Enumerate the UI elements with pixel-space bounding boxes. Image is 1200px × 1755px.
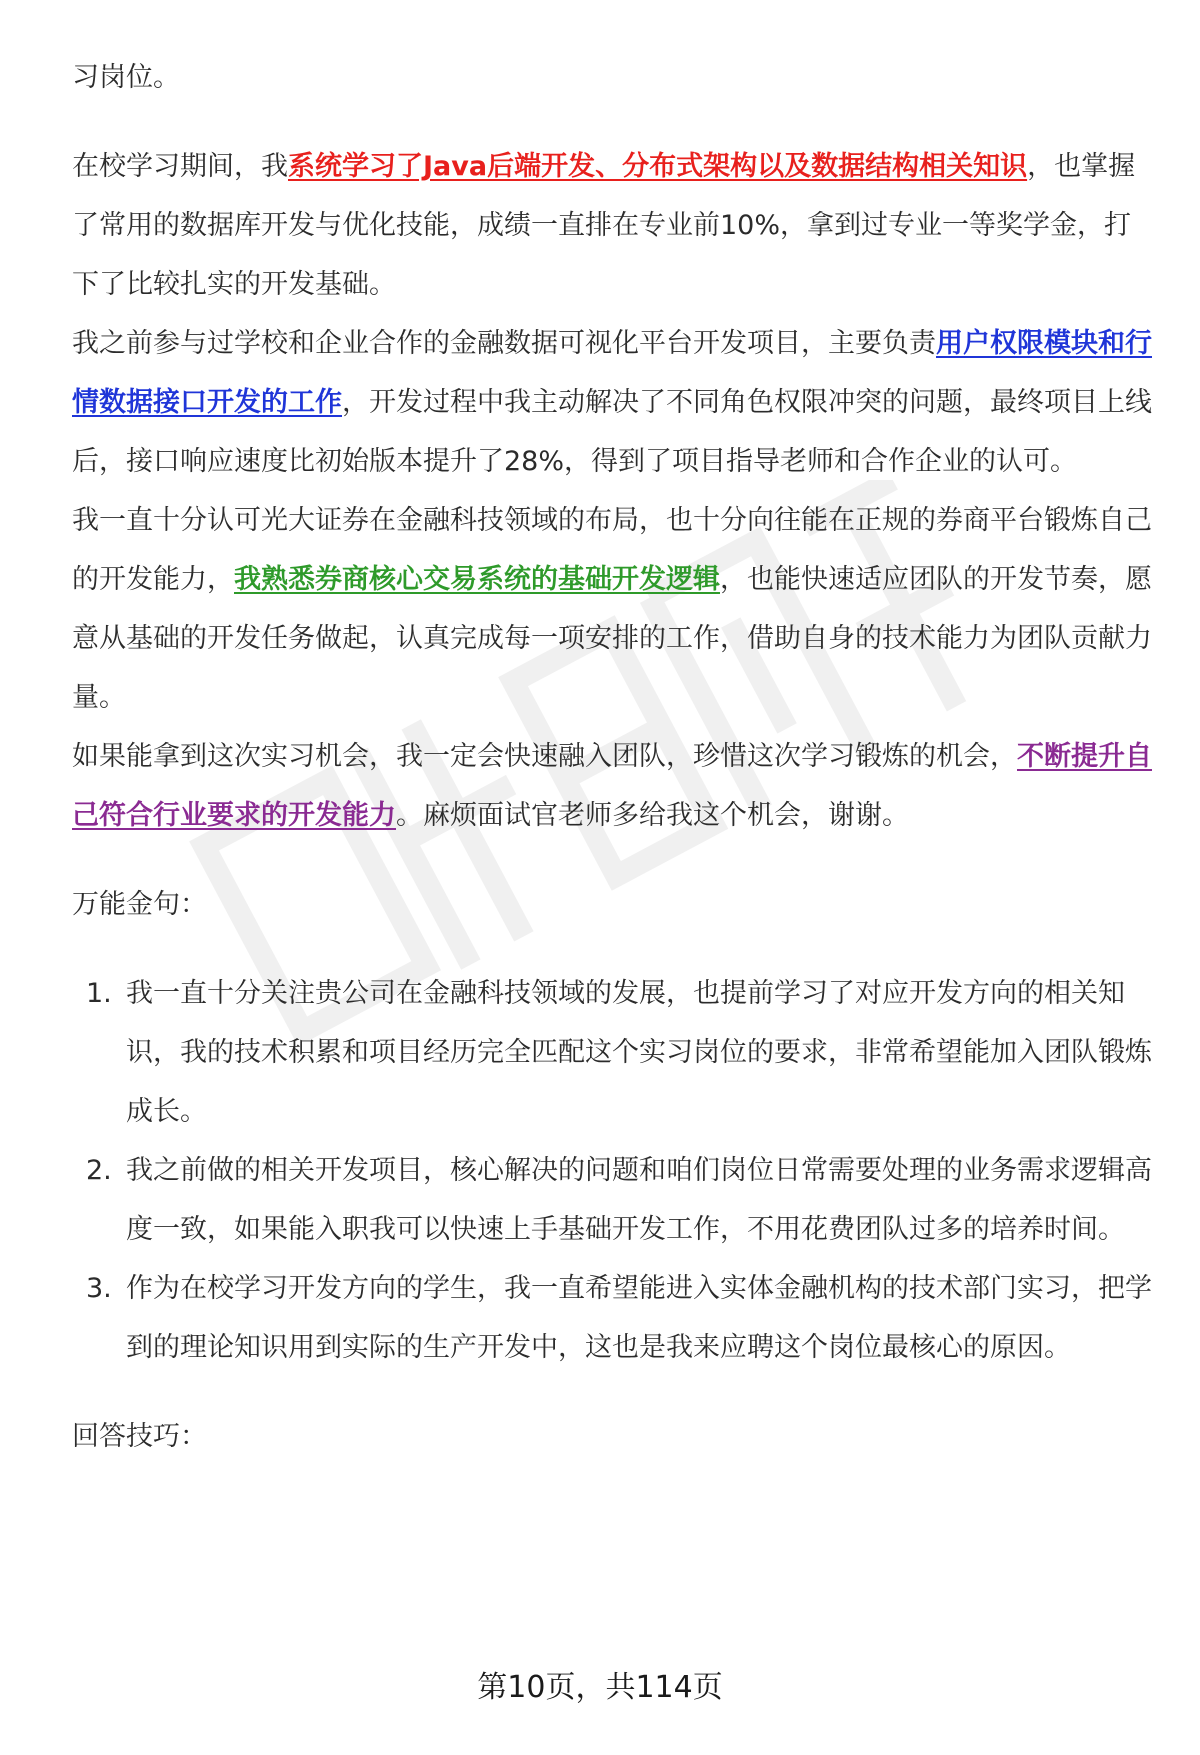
paragraph-study [72,137,1152,314]
list-item [72,1259,1152,1377]
paragraph-project-post: ，开发过程中我主动解决了不同角色权限冲突的问题，最终项目上线后，接口响应速度比初始版本提升了28%，得到了项目指导老师和合作企业的认可。 [72,387,1152,477]
paragraph-study-pre: 在校学习期间，我 [72,151,288,182]
highlight-study: 系统学习了Java后端开发、分布式架构以及数据结构相关知识 [288,151,1028,182]
highlight-project: 用户权限模块和行情数据接口开发的工作 [72,328,1152,418]
list-item [72,964,1152,1141]
paragraph-company-pre: 我一直十分认可光大证券在金融科技领域的布局，也十分向往能在正规的券商平台锻炼自己的开发能力， [72,505,1152,595]
page-number-footer: 第10页，共114页 [477,1670,723,1705]
paragraph-study-post: ，也掌握了常用的数据库开发与优化技能，成绩一直排在专业前10%，拿到过专业一等奖学金，打下了比较扎实的开发基础。 [72,151,1136,300]
highlight-company: 我熟悉券商核心交易系统的基础开发逻辑 [234,564,720,595]
list-item-number: 2. [86,1155,112,1186]
paragraph-company [72,491,1152,727]
golden-sentences-heading: 万能金句： [72,889,207,920]
paragraph-closing [72,727,1152,845]
paragraph-project-pre: 我之前参与过学校和企业合作的金融数据可视化平台开发项目，主要负责 [72,328,936,359]
paragraph-project [72,314,1152,491]
paragraph-closing-post: 。麻烦面试官老师多给我这个机会，谢谢。 [396,800,909,831]
document-body [72,48,1152,1466]
paragraph-closing-pre: 如果能拿到这次实习机会，我一定会快速融入团队，珍惜这次学习锻炼的机会， [72,741,1017,772]
list-item [72,1141,1152,1259]
golden-sentences-list [72,964,1152,1377]
list-item-text: 我之前做的相关开发项目，核心解决的问题和咱们岗位日常需要处理的业务需求逻辑高度一致，如果能入职我可以快速上手基础开发工作，不用花费团队过多的培养时间。 [126,1155,1152,1245]
line-continuation: 习岗位。 [72,62,180,93]
list-item-number: 1. [86,978,112,1009]
list-item-text: 我一直十分关注贵公司在金融科技领域的发展，也提前学习了对应开发方向的相关知识，我的技术积累和项目经历完全匹配这个实习岗位的要求，非常希望能加入团队锻炼成长。 [126,978,1152,1127]
answer-tips-heading: 回答技巧： [72,1421,207,1452]
paragraph-company-post: ，也能快速适应团队的开发节奏，愿意从基础的开发任务做起，认真完成每一项安排的工作，借助自身的技术能力为团队贡献力量。 [72,564,1152,713]
list-item-number: 3. [86,1273,112,1304]
highlight-closing: 不断提升自己符合行业要求的开发能力 [72,741,1152,831]
list-item-text: 作为在校学习开发方向的学生，我一直希望能进入实体金融机构的技术部门实习，把学到的理论知识用到实际的生产开发中，这也是我来应聘这个岗位最核心的原因。 [126,1273,1152,1363]
